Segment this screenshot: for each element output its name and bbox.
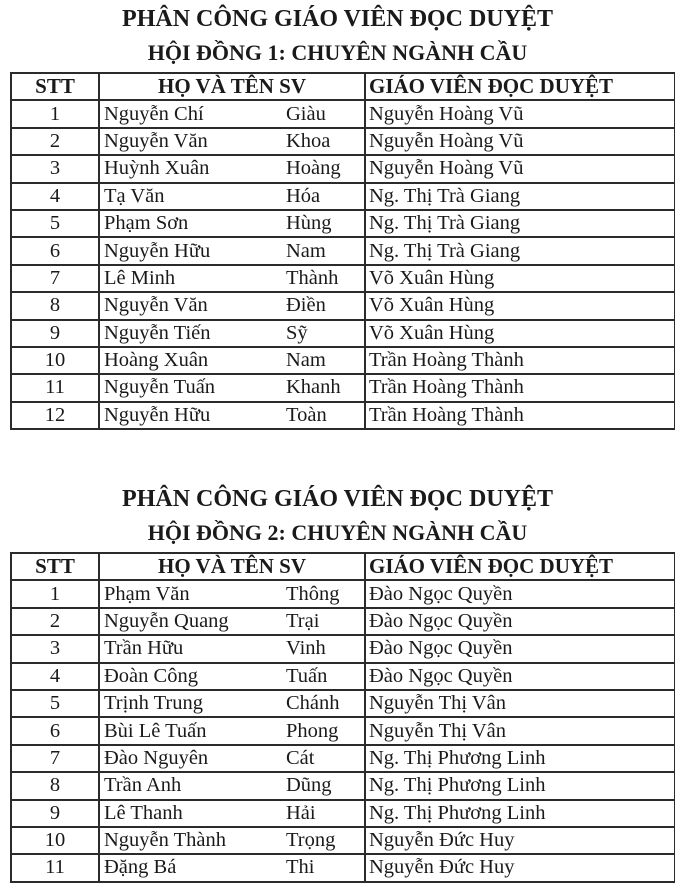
reviewer-name: Đào Ngọc Quyền	[365, 608, 675, 635]
table-row	[11, 155, 675, 182]
student-given-name: Hải	[286, 801, 316, 824]
table-body-1	[11, 100, 675, 429]
section-1-title: PHÂN CÔNG GIÁO VIÊN ĐỌC DUYỆT	[122, 6, 553, 32]
row-number: 1	[11, 100, 99, 127]
student-name-cell	[99, 320, 365, 347]
reviewer-name: Đào Ngọc Quyền	[365, 663, 675, 690]
student-given-name: Toàn	[286, 403, 327, 426]
student-first-name: Huỳnh Xuân	[104, 157, 210, 180]
student-first-name: Nguyễn Quang	[104, 609, 229, 632]
student-name-cell	[99, 663, 365, 690]
table-row	[11, 827, 675, 854]
student-name-cell	[99, 347, 365, 374]
student-given-name: Trọng	[286, 829, 336, 852]
reviewer-name: Nguyễn Hoàng Vũ	[365, 155, 675, 182]
row-number: 11	[11, 374, 99, 401]
table-row	[11, 100, 675, 127]
table-row	[11, 663, 675, 690]
row-number: 11	[11, 854, 99, 881]
row-number: 7	[11, 745, 99, 772]
reviewer-name: Nguyễn Đức Huy	[365, 854, 675, 881]
reviewer-name: Ng. Thị Phương Linh	[365, 745, 675, 772]
table-header-row	[11, 553, 675, 580]
row-number: 2	[11, 608, 99, 635]
table-row	[11, 320, 675, 347]
table-row	[11, 210, 675, 237]
student-name-cell	[99, 237, 365, 264]
student-first-name: Tạ Văn	[104, 184, 165, 207]
student-name-cell	[99, 580, 365, 607]
student-name-cell	[99, 717, 365, 744]
student-given-name: Khanh	[286, 376, 341, 399]
student-given-name: Chánh	[286, 692, 340, 715]
student-name-cell	[99, 635, 365, 662]
row-number: 5	[11, 210, 99, 237]
table-row	[11, 292, 675, 319]
student-given-name: Thông	[286, 582, 340, 605]
student-first-name: Lê Thanh	[104, 801, 183, 824]
table-row	[11, 183, 675, 210]
table-row	[11, 717, 675, 744]
header-student-name: HỌ VÀ TÊN SV	[99, 73, 365, 100]
assignment-table-2	[10, 552, 675, 883]
reviewer-name: Võ Xuân Hùng	[365, 320, 675, 347]
header-reviewer: GIÁO VIÊN ĐỌC DUYỆT	[365, 553, 675, 580]
row-number: 4	[11, 183, 99, 210]
student-name-cell	[99, 155, 365, 182]
reviewer-name: Ng. Thị Phương Linh	[365, 800, 675, 827]
student-name-cell	[99, 772, 365, 799]
student-first-name: Nguyễn Chí	[104, 102, 204, 125]
student-given-name: Giàu	[286, 102, 326, 125]
student-given-name: Vinh	[286, 637, 326, 660]
student-name-cell	[99, 292, 365, 319]
student-first-name: Phạm Sơn	[104, 212, 189, 235]
row-number: 1	[11, 580, 99, 607]
student-first-name: Trần Anh	[104, 774, 182, 797]
student-first-name: Nguyễn Tuấn	[104, 376, 216, 399]
row-number: 7	[11, 265, 99, 292]
student-given-name: Trại	[286, 609, 320, 632]
student-first-name: Nguyễn Hữu	[104, 403, 211, 426]
student-given-name: Dũng	[286, 774, 332, 797]
reviewer-name: Nguyễn Đức Huy	[365, 827, 675, 854]
reviewer-name: Nguyễn Thị Vân	[365, 717, 675, 744]
student-name-cell	[99, 745, 365, 772]
header-stt: STT	[11, 73, 99, 100]
table-row	[11, 800, 675, 827]
table-header-row	[11, 73, 675, 100]
student-first-name: Trần Hữu	[104, 637, 184, 660]
student-first-name: Đặng Bá	[104, 856, 177, 879]
row-number: 5	[11, 690, 99, 717]
student-name-cell	[99, 402, 365, 429]
header-reviewer: GIÁO VIÊN ĐỌC DUYỆT	[365, 73, 675, 100]
student-given-name: Thi	[286, 856, 315, 879]
reviewer-name: Võ Xuân Hùng	[365, 292, 675, 319]
header-stt: STT	[11, 553, 99, 580]
row-number: 2	[11, 128, 99, 155]
section-1-subtitle: HỘI ĐỒNG 1: CHUYÊN NGÀNH CẦU	[147, 40, 528, 65]
student-name-cell	[99, 827, 365, 854]
student-first-name: Hoàng Xuân	[104, 349, 209, 372]
student-name-cell	[99, 608, 365, 635]
reviewer-name: Trần Hoàng Thành	[365, 374, 675, 401]
student-given-name: Điền	[286, 294, 326, 317]
student-name-cell	[99, 854, 365, 881]
student-given-name: Khoa	[286, 129, 331, 152]
student-first-name: Nguyễn Văn	[104, 294, 208, 317]
student-first-name: Lê Minh	[104, 266, 176, 289]
reviewer-name: Đào Ngọc Quyền	[365, 580, 675, 607]
table-row	[11, 265, 675, 292]
table-row	[11, 347, 675, 374]
table-row	[11, 745, 675, 772]
row-number: 8	[11, 292, 99, 319]
header-student-name: HỌ VÀ TÊN SV	[99, 553, 365, 580]
table-row	[11, 635, 675, 662]
student-first-name: Nguyễn Tiến	[104, 321, 211, 344]
student-first-name: Nguyễn Văn	[104, 129, 208, 152]
student-first-name: Nguyễn Thành	[104, 829, 227, 852]
row-number: 6	[11, 717, 99, 744]
table-row	[11, 608, 675, 635]
reviewer-name: Nguyễn Hoàng Vũ	[365, 128, 675, 155]
table-row	[11, 854, 675, 881]
reviewer-name: Nguyễn Thị Vân	[365, 690, 675, 717]
row-number: 6	[11, 237, 99, 264]
student-name-cell	[99, 374, 365, 401]
table-row	[11, 772, 675, 799]
row-number: 4	[11, 663, 99, 690]
student-first-name: Đoàn Công	[104, 664, 198, 687]
reviewer-name: Đào Ngọc Quyền	[365, 635, 675, 662]
reviewer-name: Nguyễn Hoàng Vũ	[365, 100, 675, 127]
student-name-cell	[99, 210, 365, 237]
reviewer-name: Ng. Thị Trà Giang	[365, 237, 675, 264]
row-number: 3	[11, 155, 99, 182]
table-row	[11, 690, 675, 717]
table-body-2	[11, 580, 675, 881]
row-number: 9	[11, 320, 99, 347]
student-name-cell	[99, 100, 365, 127]
reviewer-name: Trần Hoàng Thành	[365, 347, 675, 374]
row-number: 12	[11, 402, 99, 429]
reviewer-name: Võ Xuân Hùng	[365, 265, 675, 292]
table-row	[11, 237, 675, 264]
reviewer-name: Ng. Thị Trà Giang	[365, 210, 675, 237]
section-2-title: PHÂN CÔNG GIÁO VIÊN ĐỌC DUYỆT	[122, 486, 553, 512]
student-given-name: Hùng	[286, 212, 332, 235]
student-first-name: Đào Nguyên	[104, 746, 209, 769]
student-given-name: Phong	[286, 719, 339, 742]
assignment-table-1	[10, 72, 675, 430]
student-first-name: Bùi Lê Tuấn	[104, 719, 207, 742]
student-given-name: Thành	[286, 266, 339, 289]
student-name-cell	[99, 128, 365, 155]
student-first-name: Phạm Văn	[104, 582, 190, 605]
table-row	[11, 128, 675, 155]
student-first-name: Trịnh Trung	[104, 692, 203, 715]
student-name-cell	[99, 800, 365, 827]
student-given-name: Tuấn	[286, 664, 328, 687]
student-given-name: Nam	[286, 239, 326, 262]
row-number: 3	[11, 635, 99, 662]
table-row	[11, 580, 675, 607]
student-given-name: Hóa	[286, 184, 321, 207]
student-name-cell	[99, 265, 365, 292]
student-given-name: Hoàng	[286, 157, 341, 180]
table-row	[11, 374, 675, 401]
row-number: 10	[11, 827, 99, 854]
row-number: 10	[11, 347, 99, 374]
reviewer-name: Trần Hoàng Thành	[365, 402, 675, 429]
table-row	[11, 402, 675, 429]
student-first-name: Nguyễn Hữu	[104, 239, 211, 262]
student-name-cell	[99, 183, 365, 210]
row-number: 8	[11, 772, 99, 799]
row-number: 9	[11, 800, 99, 827]
reviewer-name: Ng. Thị Phương Linh	[365, 772, 675, 799]
section-2-subtitle: HỘI ĐỒNG 2: CHUYÊN NGÀNH CẦU	[147, 520, 528, 545]
student-given-name: Cát	[286, 746, 315, 769]
student-given-name: Nam	[286, 349, 326, 372]
reviewer-name: Ng. Thị Trà Giang	[365, 183, 675, 210]
student-name-cell	[99, 690, 365, 717]
student-given-name: Sỹ	[286, 321, 308, 344]
